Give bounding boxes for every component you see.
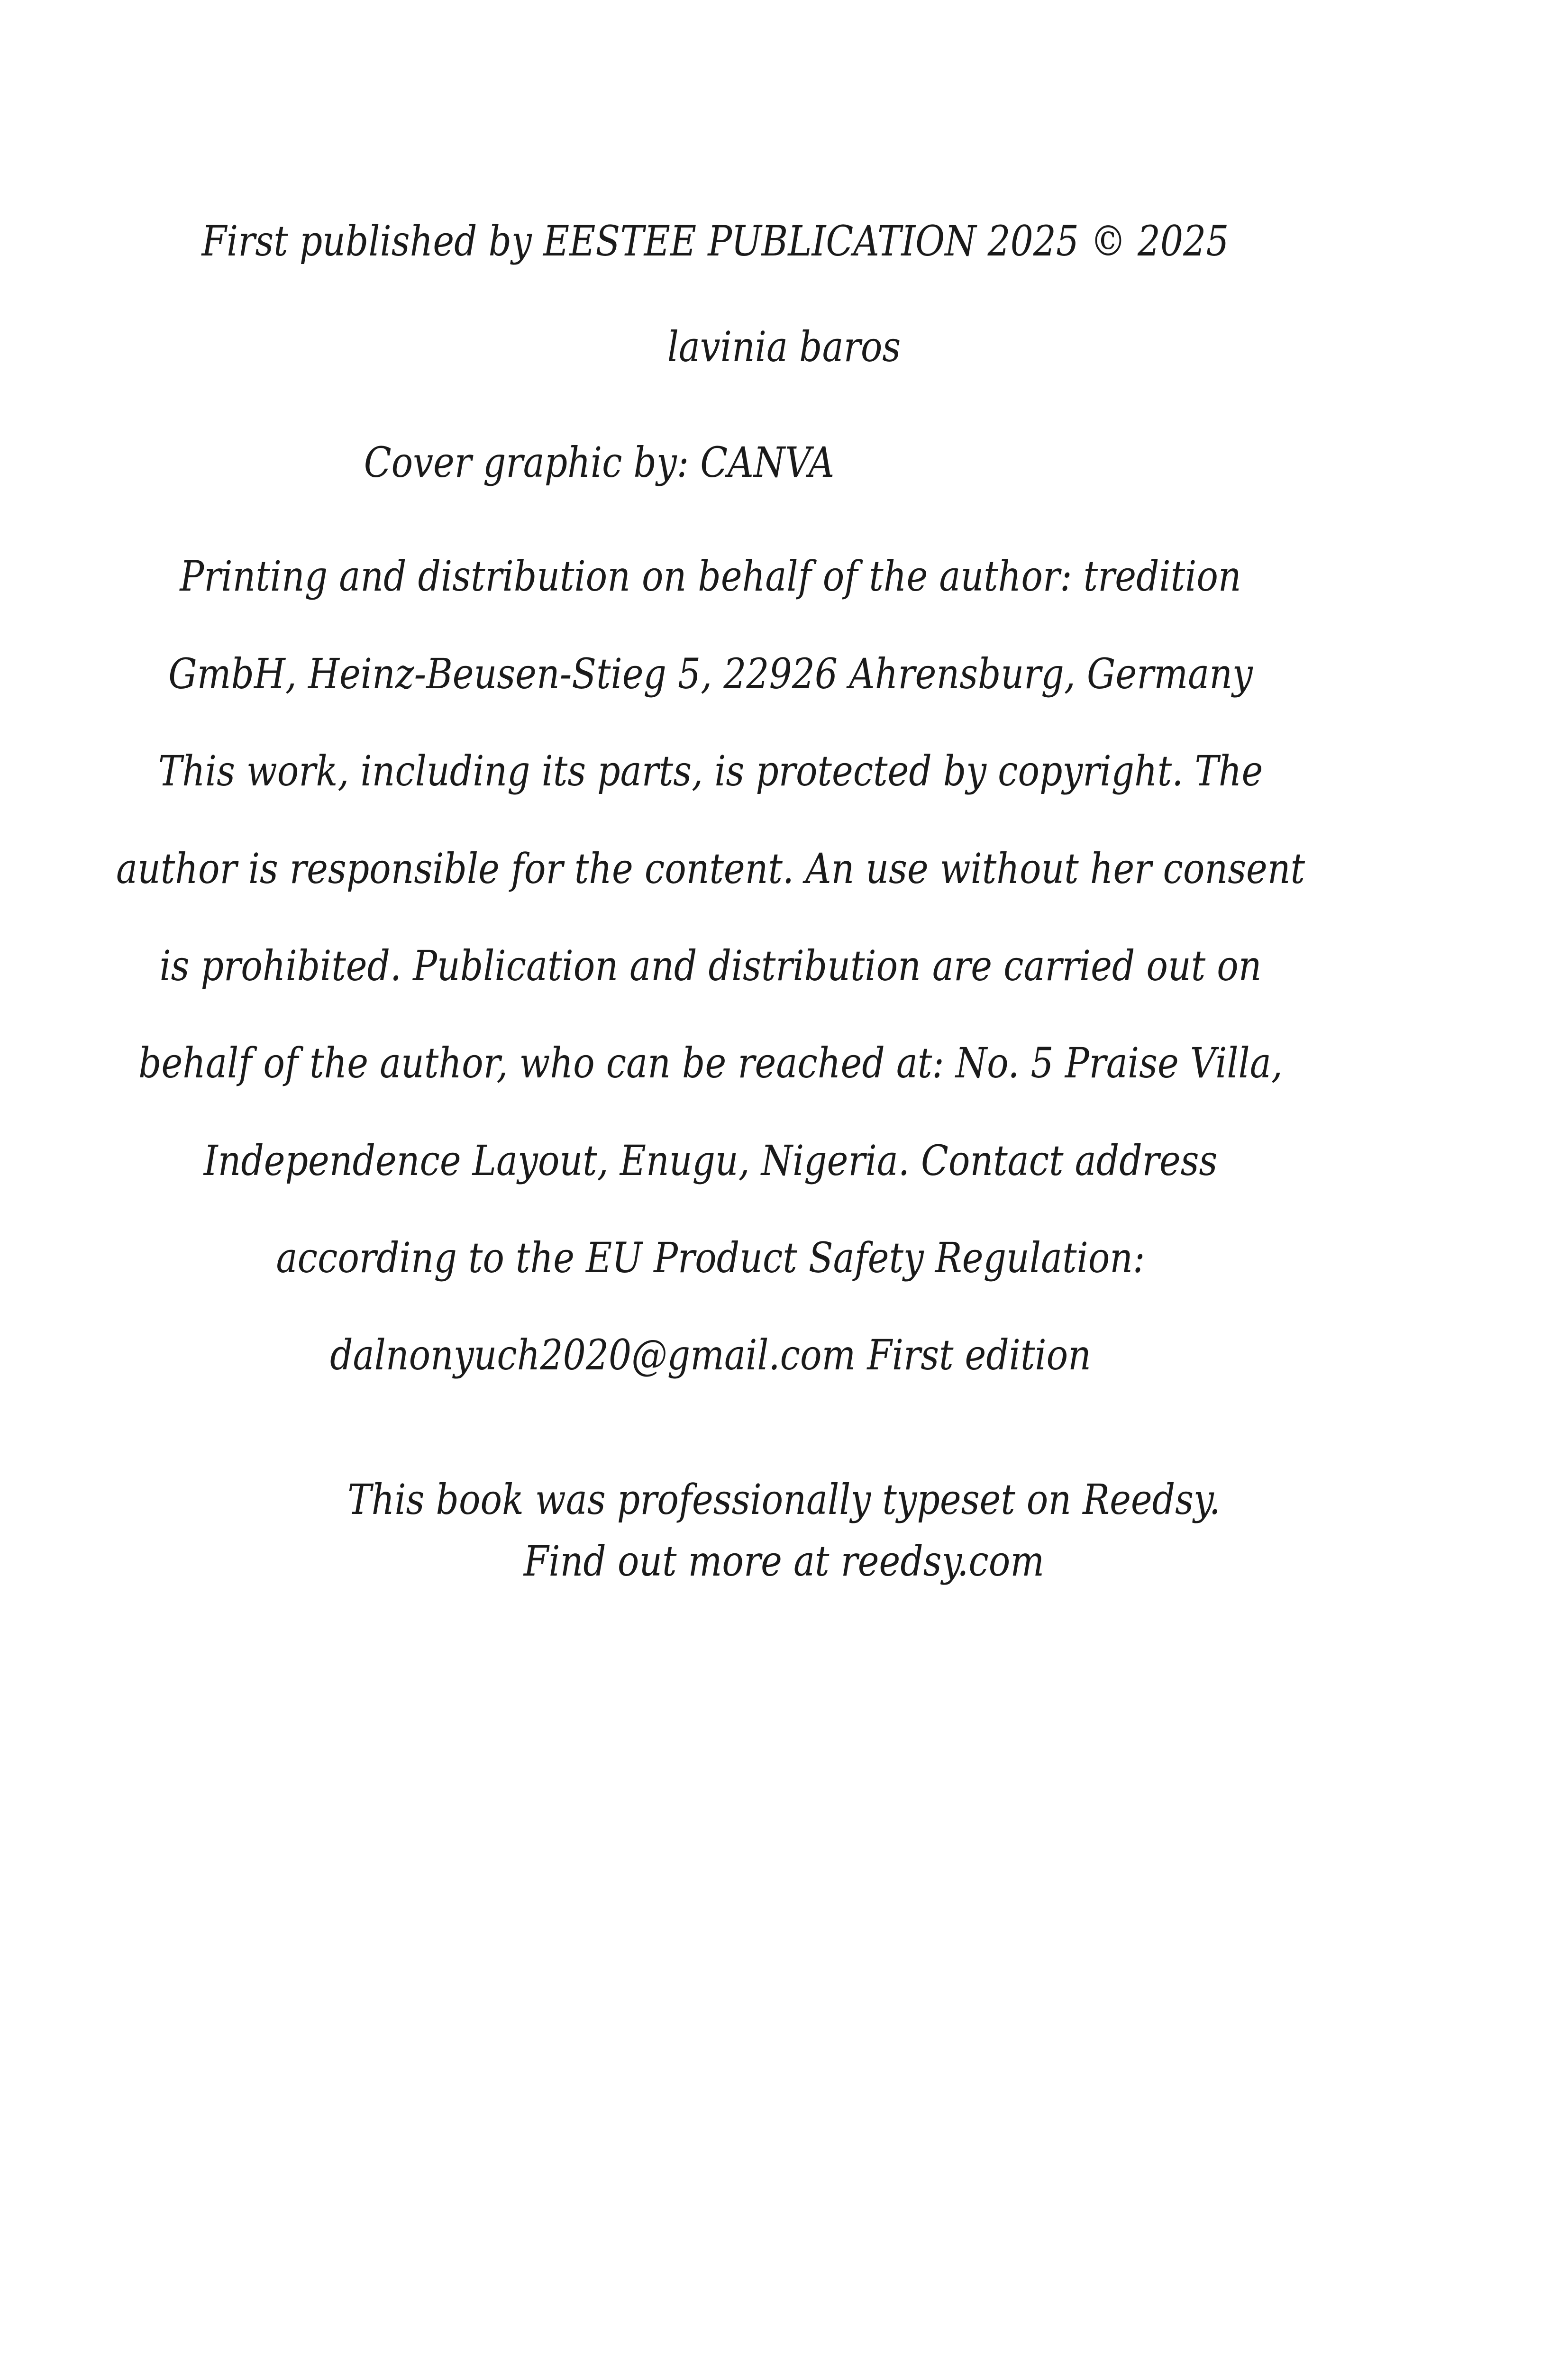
reedsy-note-line: Find out more at reedsy.com: [523, 1537, 1045, 1586]
body-line: GmbH, Heinz-Beusen-Stieg 5, 22926 Ahrensburg, Germany: [168, 649, 1253, 698]
body-line: according to the EU Product Safety Regulation:: [276, 1233, 1145, 1282]
body-line: This work, including its parts, is protected by copyright. The: [158, 747, 1263, 795]
author-name: lavinia baros: [667, 322, 901, 371]
body-line: behalf of the author, who can be reached at: No. 5 Praise Villa,: [138, 1039, 1283, 1087]
body-line: author is responsible for the content. An use without her consent: [116, 844, 1305, 893]
reedsy-note-line: This book was professionally typeset on Reedsy.: [347, 1475, 1221, 1524]
body-line: dalnonyuch2020@gmail.com First edition: [330, 1331, 1091, 1379]
body-line: Printing and distribution on behalf of the author: tredition: [180, 552, 1241, 601]
body-line: is prohibited. Publication and distribution are carried out on: [159, 941, 1262, 990]
cover-credit: Cover graphic by: CANVA: [364, 438, 835, 487]
body-line: Independence Layout, Enugu, Nigeria. Contact address: [203, 1136, 1218, 1185]
published-line: First published by EESTEE PUBLICATION 2025 © 2025: [201, 217, 1229, 265]
